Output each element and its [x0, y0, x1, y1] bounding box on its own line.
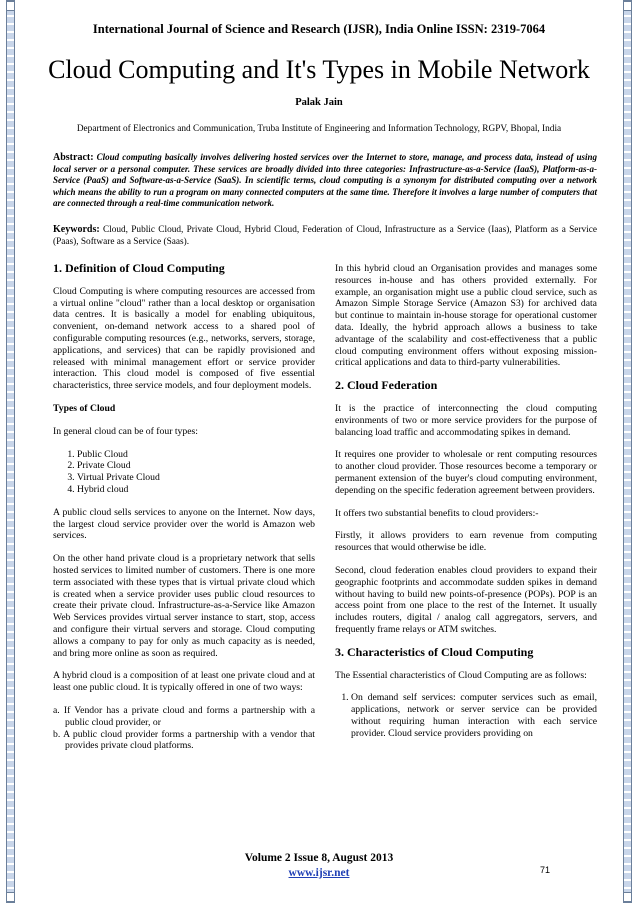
- abstract-text: Cloud computing basically involves delivering hosted services over the Internet to store, manage, and process data, instead of using local server or a personal computer. These services are broadly divided into three categories: Infrastructure-as-a-Service (IaaS), Platform-as-a-Service (PaaS) and Software-as-a-Service (SaaS). In scientific terms, cloud computing is a synonym for distributed computing over a network which means the ability to run a program on many connected computers at the same time. Therefore it involves a large number of computers that are connected through a real-time communication network.: [53, 152, 598, 209]
- list-item: b. A public cloud provider forms a partnership with a vendor that provides private cloud platforms.: [53, 728, 315, 752]
- paragraph: A hybrid cloud is a composition of at least one private cloud and at least one public cloud. It is typically offered in one of two ways:: [53, 670, 315, 694]
- author-name: Palak Jain: [295, 97, 343, 108]
- list-item: 1. Public Cloud: [77, 449, 315, 461]
- paragraph: On the other hand private cloud is a proprietary network that sells hosted services to limited number of customers. There is one more term associated with these types that is virtual private cloud which is created when a service provider uses public cloud resources to create their private cloud. Infrastructure-as-a-Service like Amazon Web Services provides virtual server instance to start, stop, access and configure their virtual servers and storage. Cloud computing allows a company to pay for only as much capacity as is needed, and bring more online as soon as required.: [53, 553, 315, 659]
- paragraph: The Essential characteristics of Cloud Computing are as follows:: [335, 669, 587, 681]
- section-2-heading: 2. Cloud Federation: [335, 378, 438, 393]
- keywords-text: Cloud, Public Cloud, Private Cloud, Hybrid Cloud, Federation of Cloud, Infrastructure as a Service (Iaas), Platform as a Service (Paas), Software as a Service (Saas).: [53, 225, 597, 247]
- right-border-ornament: [623, 0, 632, 903]
- paragraph: In general cloud can be of four types:: [53, 425, 198, 437]
- paragraph: Firstly, it allows providers to earn revenue from computing resources that would otherwise be idle.: [335, 530, 597, 554]
- section-3-heading: 3. Characteristics of Cloud Computing: [335, 644, 534, 659]
- section-1-heading: 1. Definition of Cloud Computing: [53, 261, 225, 275]
- list-item: 2. Private Cloud: [77, 460, 315, 472]
- paper-title: Cloud Computing and It's Types in Mobile Network: [48, 55, 590, 84]
- paragraph: It offers two substantial benefits to cloud providers:-: [335, 507, 539, 519]
- abstract-label: Abstract:: [53, 152, 94, 163]
- right-column: [335, 263, 597, 740]
- page-number: 71: [540, 865, 551, 875]
- paragraph: It requires one provider to wholesale or rent computing resources to another cloud provider. Those resources become a temporary or permanent extension of the buyer's cloud computing environment, depending on the specific federation agreement between providers.: [335, 449, 597, 496]
- keywords-label: Keywords:: [53, 224, 100, 235]
- paragraph: In this hybrid cloud an Organisation provides and manages some resources in-house and has others provided externally. For example, an organisation might use a public cloud service, such as Amazon Simple Storage Service (Amazon S3) for archived data but continue to maintain in-house storage for operational customer data. Ideally, the hybrid approach allows a business to take advantage of the scalability and cost-effectiveness that a public cloud computing environment offers without exposing mission-critical applications and data to third-party vulnerabilities.: [335, 263, 597, 369]
- left-border-ornament: [6, 0, 15, 903]
- volume-info: Volume 2 Issue 8, August 2013: [244, 852, 394, 864]
- hybrid-options-list: [53, 705, 315, 752]
- paragraph: It is the practice of interconnecting the cloud computing environments of two or more service providers for the purpose of balancing load traffic and accommodating spikes in demand.: [335, 402, 597, 438]
- journal-url-link[interactable]: www.ijsr.net: [288, 867, 350, 879]
- paragraph: A public cloud sells services to anyone on the Internet. Now days, the largest cloud service provider over the world is Amazon web services.: [53, 506, 315, 542]
- abstract: [53, 152, 597, 210]
- list-item: 1. On demand self services: computer services such as email, applications, network or server service can be provided without requiring human interaction with each service provider. Cloud service providers providing on: [351, 692, 597, 739]
- author-affiliation: Department of Electronics and Communication, Truba Institute of Engineering and Information Technology, RGPV, Bhopal, India: [76, 124, 562, 134]
- characteristics-list: [335, 692, 597, 739]
- list-item: 3. Virtual Private Cloud: [77, 472, 315, 484]
- left-column: [53, 263, 315, 763]
- types-of-cloud-heading: Types of Cloud: [53, 402, 116, 414]
- journal-header: International Journal of Science and Research (IJSR), India Online ISSN: 2319-7064: [92, 22, 546, 36]
- paragraph: Cloud Computing is where computing resources are accessed from a virtual online "cloud" rather than a local desktop or organisation data centres. It is basically a model for enabling ubiquitous, convenient, on-demand network access to a shared pool of configurable computing resources (e.g., networks, servers, storage, applications, and services) that can be rapidly provisioned and released with minimal management effort or service provider interaction. This cloud model is composed of five essential characteristics, three service models, and four deployment models.: [53, 285, 315, 392]
- cloud-types-list: [53, 449, 315, 496]
- paragraph: Second, cloud federation enables cloud providers to expand their geographic footprints and accommodate sudden spikes in demand without having to build new points-of-presence (POPs). POP is an access point from one place to the rest of the Internet. It usually includes routers, digital / analog call aggregators, servers, and frequently frame relays or ATM switches.: [335, 564, 597, 635]
- list-item: 4. Hybrid cloud: [77, 484, 315, 496]
- keywords: [53, 224, 597, 248]
- list-item: a. If Vendor has a private cloud and forms a partnership with a public cloud provider, or: [53, 704, 315, 728]
